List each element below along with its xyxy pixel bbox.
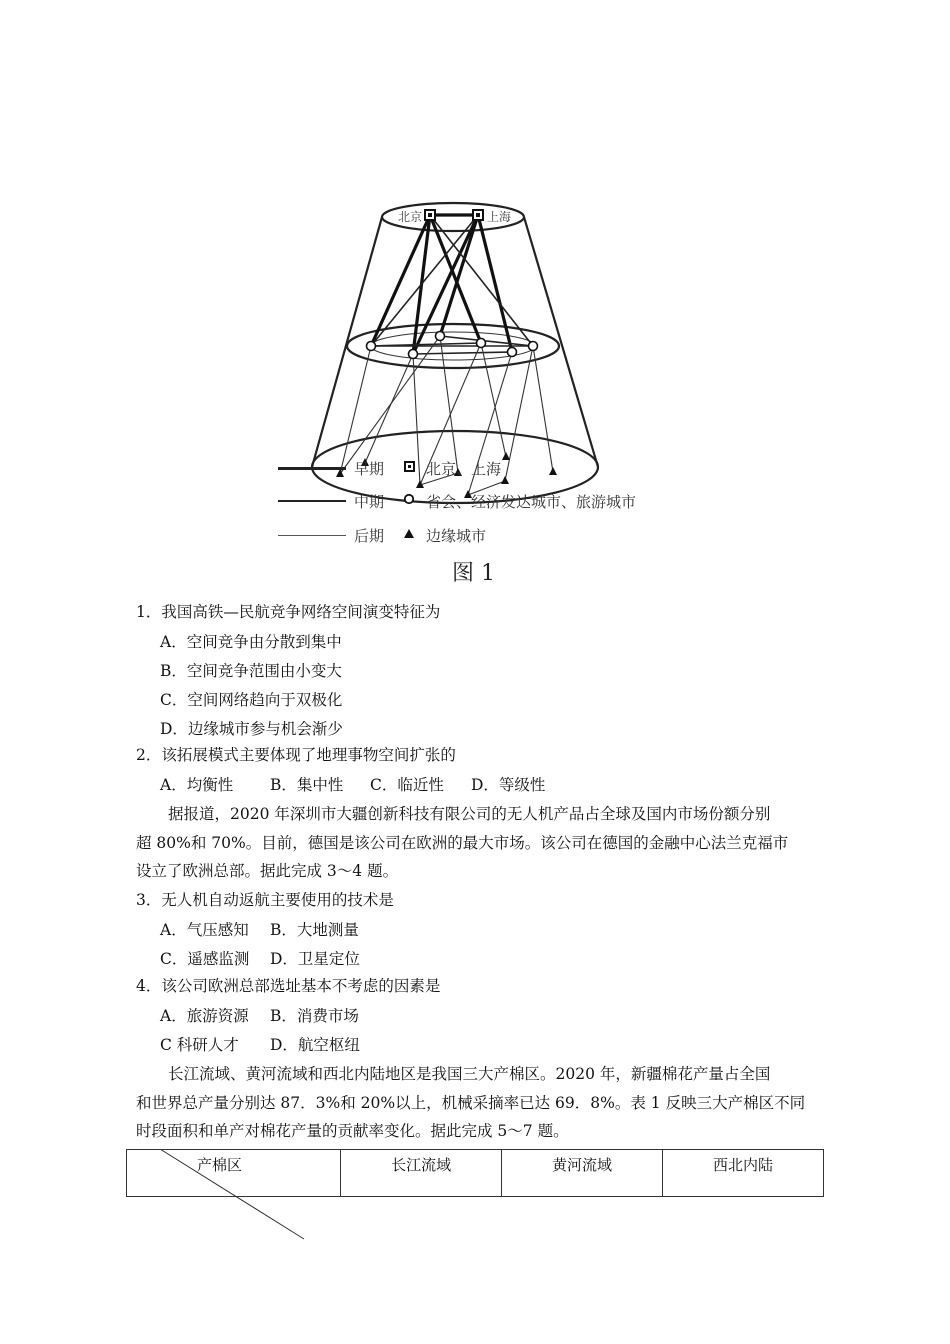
figure-caption: 图 1 bbox=[452, 561, 495, 586]
question-3-option-c[interactable]: C．遥感监测 bbox=[160, 950, 250, 968]
question-1-option-d[interactable]: D．边缘城市参与机会渐少 bbox=[160, 720, 343, 738]
question-4-option-d[interactable]: D．航空枢纽 bbox=[270, 1036, 360, 1054]
beijing-node bbox=[425, 210, 435, 220]
passage-drone-line-2: 超 80%和 70%。目前，德国是该公司在欧洲的最大市场。该公司在德国的金融中心法兰克福市 bbox=[136, 833, 789, 852]
passage-drone bbox=[136, 800, 826, 886]
legend-early-symbol-label: 北京、上海 bbox=[426, 459, 502, 478]
legend-middle-label: 中期 bbox=[354, 492, 385, 511]
circle-icon bbox=[402, 493, 416, 509]
shanghai-node bbox=[473, 210, 483, 220]
question-2-option-d[interactable]: D．等级性 bbox=[471, 776, 546, 794]
legend-late-symbol-label: 边缘城市 bbox=[426, 526, 487, 545]
passage-cotton-line-1: 长江流域、黄河流域和西北内陆地区是我国三大产棉区。2020 年，新疆棉花产量占全国 bbox=[168, 1065, 771, 1083]
question-1-stem: 1．我国高铁—民航竞争网络空间演变特征为 bbox=[136, 603, 441, 621]
legend-row-late bbox=[278, 523, 486, 547]
beijing-label: 北京 bbox=[398, 210, 423, 224]
legend-early-label: 早期 bbox=[354, 459, 385, 478]
question-1-option-b[interactable]: B．空间竞争范围由小变大 bbox=[160, 662, 342, 680]
legend-thin-line bbox=[278, 535, 346, 536]
question-2-option-a[interactable]: A．均衡性 bbox=[160, 776, 234, 794]
legend-row-early bbox=[278, 456, 501, 480]
question-4-option-c[interactable]: C 科研人才 bbox=[160, 1036, 239, 1054]
table-diagonal-line bbox=[127, 1149, 307, 1241]
question-2-option-c[interactable]: C．临近性 bbox=[370, 776, 444, 794]
legend-late-label: 后期 bbox=[354, 526, 385, 545]
table-header-yellow-river: 黄河流域 bbox=[502, 1150, 663, 1197]
network-cone-diagram bbox=[270, 128, 680, 588]
passage-drone-line-3: 设立了欧洲总部。据此完成 3～4 题。 bbox=[136, 862, 399, 880]
question-1-option-c[interactable]: C．空间网络趋向于双极化 bbox=[160, 691, 343, 709]
passage-cotton-line-2: 和世界总产量分别达 87．3%和 20%以上，机械采摘率已达 69．8%。表 1 反映三大产棉区不同 bbox=[136, 1093, 806, 1112]
question-2-stem: 2．该拓展模式主要体现了地理事物空间扩张的 bbox=[136, 746, 456, 764]
table-header-yangtze: 长江流域 bbox=[341, 1150, 502, 1197]
question-1-option-a[interactable]: A．空间竞争由分散到集中 bbox=[160, 633, 342, 651]
legend-row-middle bbox=[278, 489, 636, 513]
passage-drone-line-1: 据报道，2020 年深圳市大疆创新科技有限公司的无人机产品占全球及国内市场份额分别 bbox=[168, 805, 771, 823]
passage-cotton-line-3: 时段面积和单产对棉花产量的贡献率变化。据此完成 5～7 题。 bbox=[136, 1122, 569, 1140]
question-3-option-b[interactable]: B．大地测量 bbox=[270, 921, 359, 939]
legend-middle-symbol-label: 省会、经济发达城市、旅游城市 bbox=[426, 492, 637, 511]
legend-thick-line bbox=[278, 467, 346, 470]
question-4-stem: 4．该公司欧洲总部选址基本不考虑的因素是 bbox=[136, 977, 441, 995]
triangle-icon bbox=[402, 528, 416, 543]
square-icon bbox=[402, 461, 416, 476]
question-3-option-a[interactable]: A．气压感知 bbox=[160, 921, 249, 939]
question-3-stem: 3．无人机自动返航主要使用的技术是 bbox=[136, 891, 394, 909]
question-2-option-b[interactable]: B．集中性 bbox=[270, 776, 344, 794]
table-header-region: 产棉区 bbox=[127, 1150, 341, 1197]
question-3-option-d[interactable]: D．卫星定位 bbox=[270, 950, 360, 968]
passage-cotton bbox=[136, 1060, 826, 1146]
table-header-northwest: 西北内陆 bbox=[663, 1150, 824, 1197]
shanghai-label: 上海 bbox=[487, 210, 512, 224]
question-4-option-a[interactable]: A．旅游资源 bbox=[160, 1007, 249, 1025]
question-4-option-b[interactable]: B．消费市场 bbox=[270, 1007, 359, 1025]
legend-medium-line bbox=[278, 500, 346, 502]
